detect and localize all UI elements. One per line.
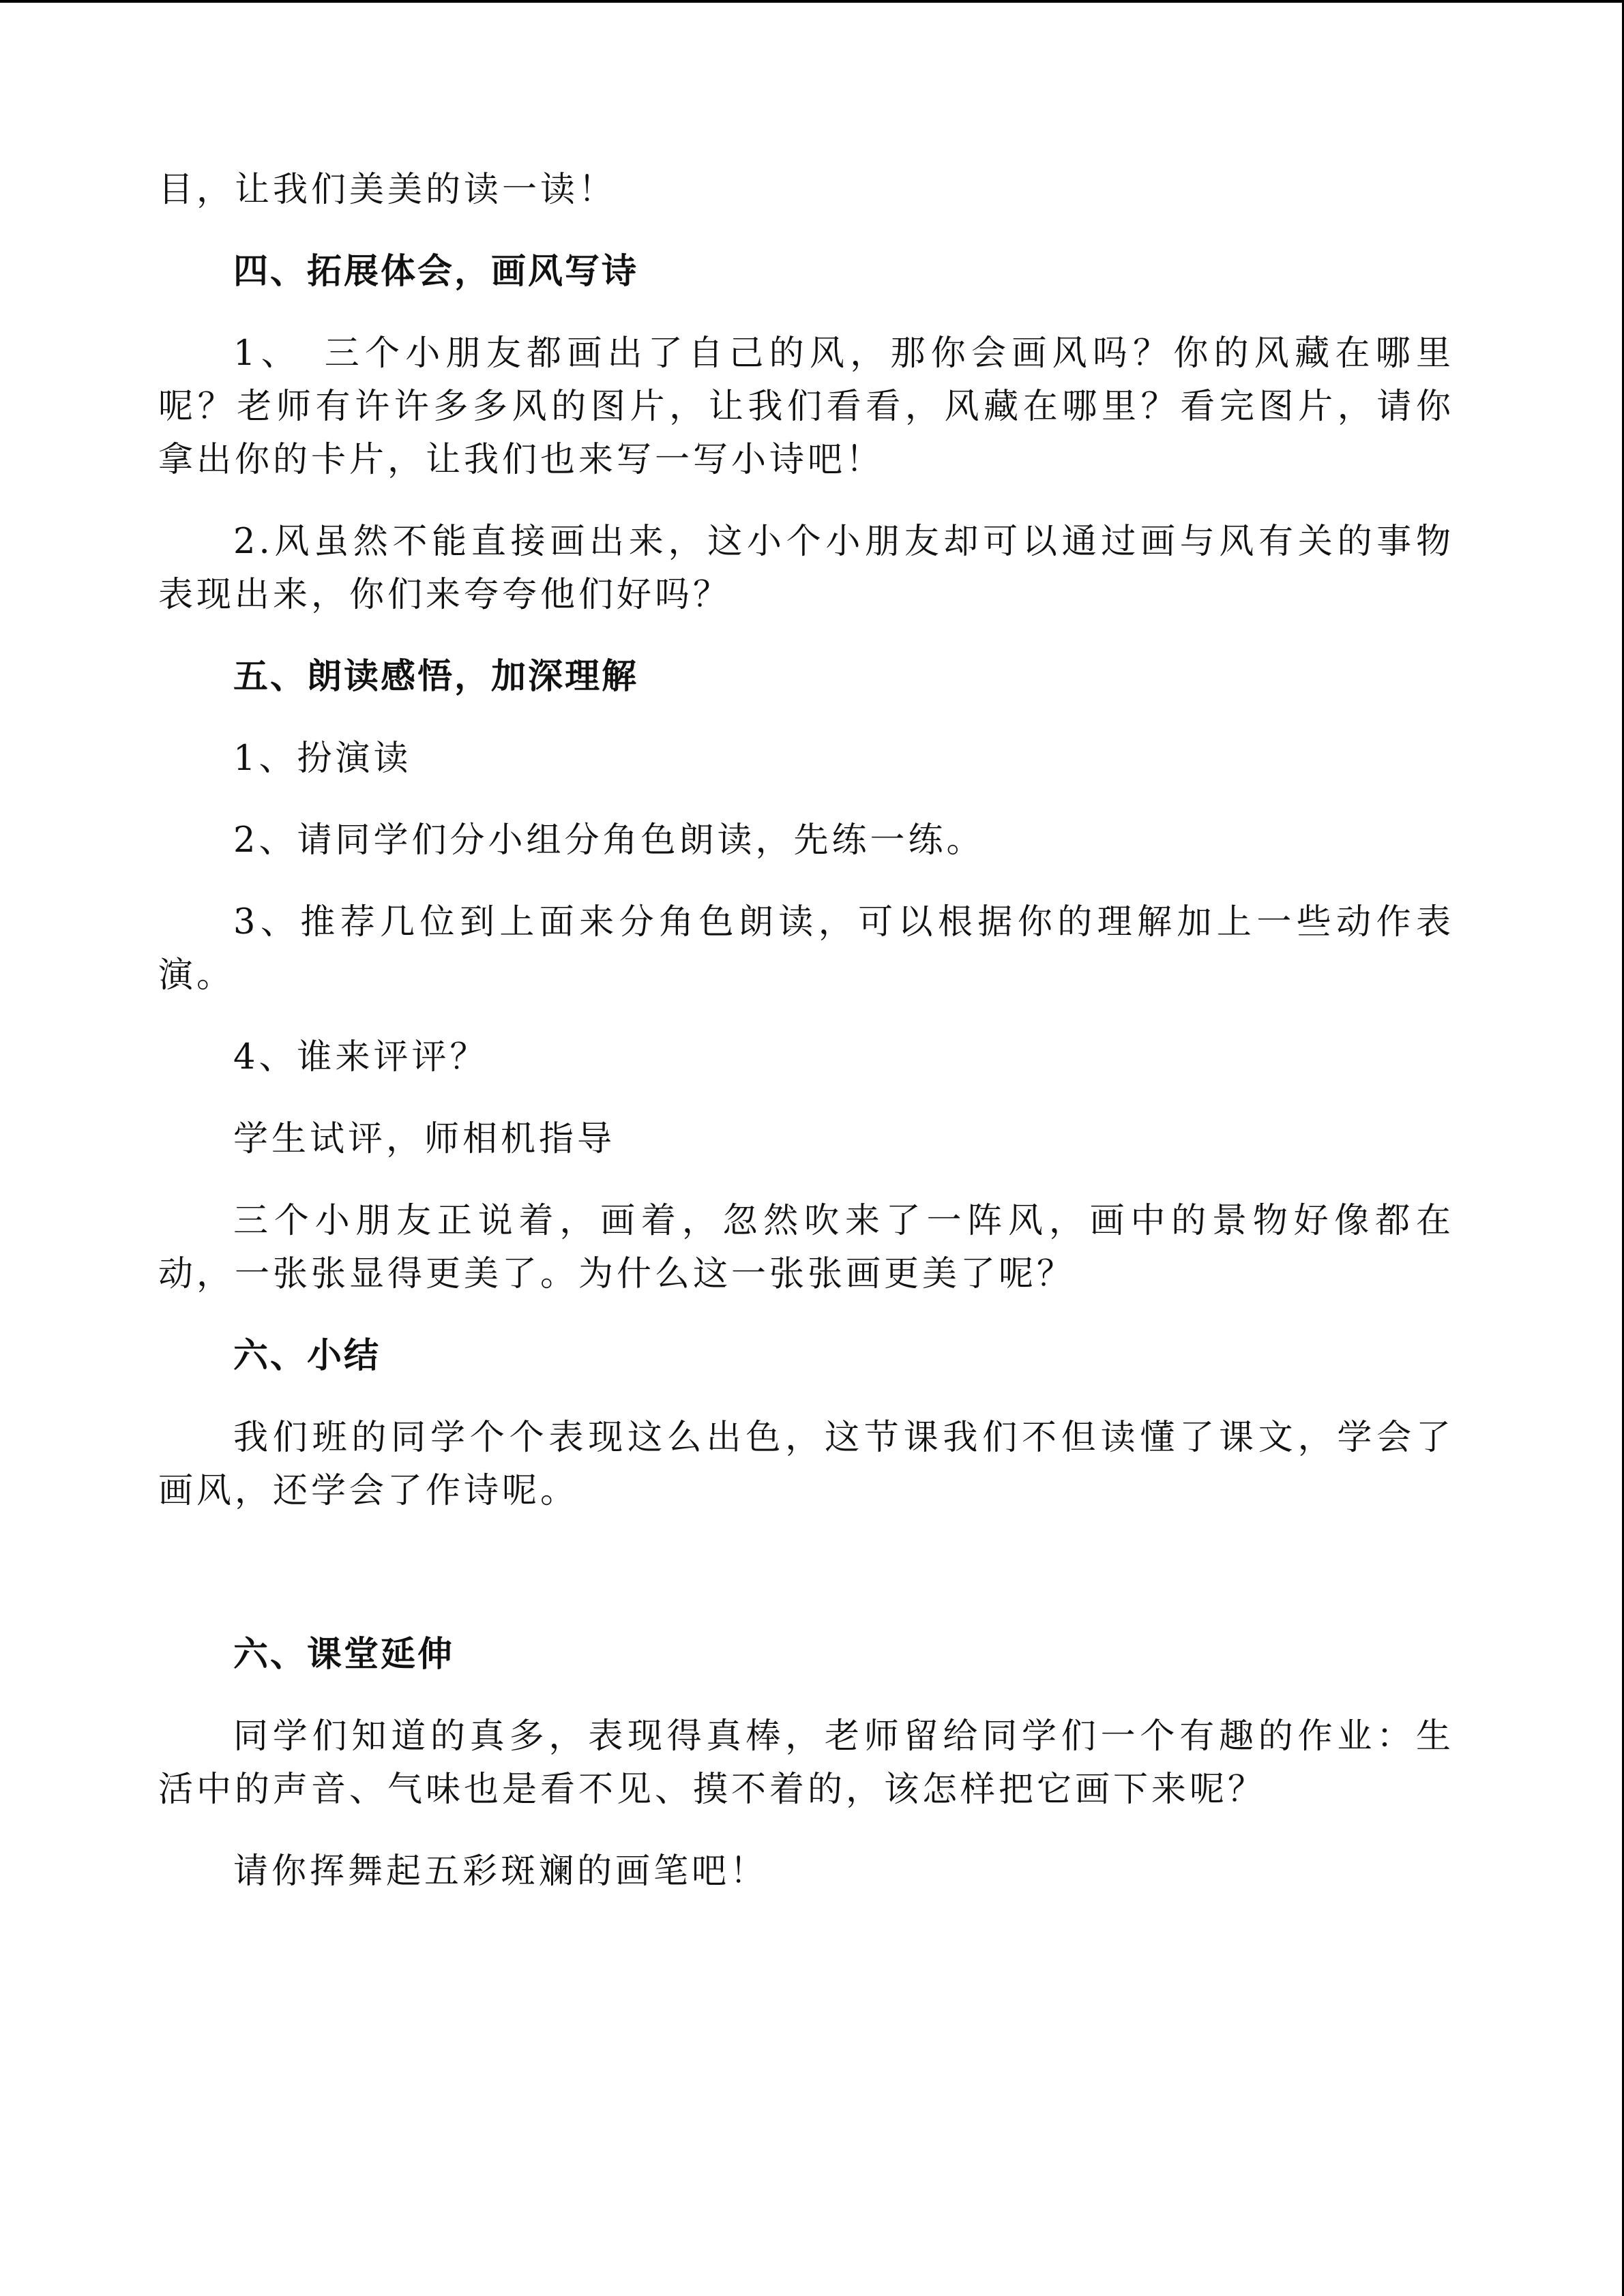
paragraph-closing: 请你挥舞起五彩斑斓的画笔吧！ — [233, 1851, 769, 1892]
top-border-line — [0, 0, 1624, 3]
section-heading-extension: 六、课堂延伸 — [233, 1635, 455, 1675]
blank-space — [158, 1547, 1454, 1628]
paragraph-wind-blows: 三个小朋友正说着，画着，忽然吹来了一阵风，画中的景物好像都在动，一张张显得更美了。为什么这一张张画更美了呢？ — [158, 1201, 1454, 1294]
paragraph-continuation: 目，让我们美美的读一读！ — [158, 170, 617, 210]
paragraph-student-evaluate: 学生试评，师相机指导 — [233, 1119, 616, 1159]
paragraph-draw-wind-2: 2.风虽然不能直接画出来，这小个小朋友却可以通过画与风有关的事物表现出来，你们来夸夸他们好吗？ — [158, 522, 1454, 615]
paragraph-summary: 我们班的同学个个表现这么出色，这节课我们不但读懂了课文，学会了画风，还学会了作诗呢。 — [158, 1418, 1454, 1511]
section-heading-5: 五、朗读感悟，加深理解 — [233, 657, 639, 697]
paragraph-recommend-reading: 3、推荐几位到上面来分角色朗读，可以根据你的理解加上一些动作表演。 — [158, 902, 1454, 996]
paragraph-group-reading: 2、请同学们分小组分角色朗读，先练一练。 — [233, 820, 985, 861]
paragraph-role-reading: 1、扮演读 — [233, 739, 412, 779]
section-heading-4: 四、拓展体会，画风写诗 — [233, 252, 639, 292]
section-heading-summary: 六、小结 — [233, 1336, 381, 1376]
paragraph-homework: 同学们知道的真多，表现得真棒，老师留给同学们一个有趣的作业：生活中的声音、气味也是看不见、摸不着的，该怎样把它画下来呢？ — [158, 1716, 1454, 1810]
paragraph-draw-wind-1: 1、 三个小朋友都画出了自己的风，那你会画风吗？你的风藏在哪里呢？老师有许许多多风的图片，让我们看看，风藏在哪里？看完图片，请你拿出你的卡片，让我们也来写一写小诗吧！ — [158, 333, 1454, 480]
paragraph-evaluate: 4、谁来评评？ — [233, 1037, 488, 1077]
document-body — [158, 164, 1454, 1927]
